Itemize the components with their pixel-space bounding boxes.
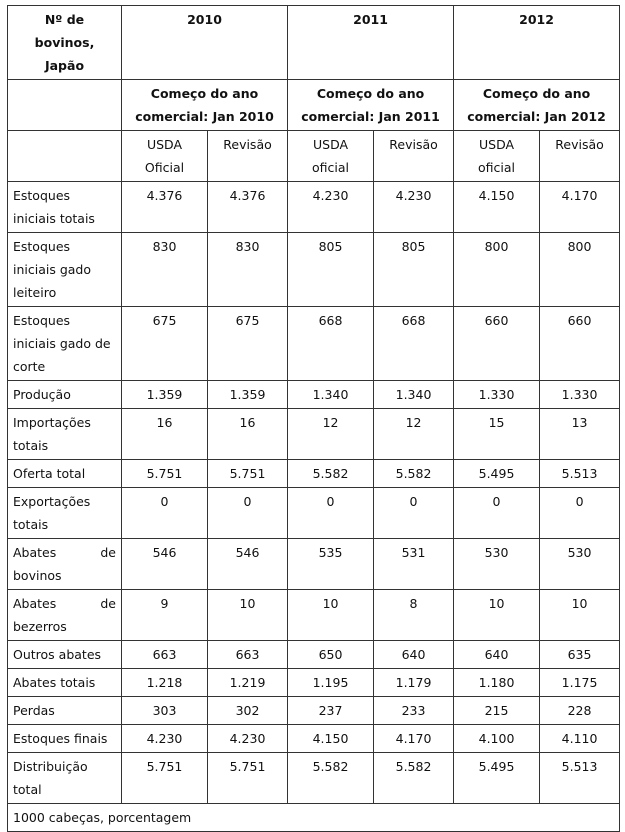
row-label: Exportações totais (8, 488, 122, 539)
table-cell: 830 (122, 233, 208, 307)
table-cell: 5.495 (454, 460, 540, 488)
table-cell: 800 (540, 233, 620, 307)
cattle-table (7, 5, 620, 832)
table-row (8, 725, 620, 753)
table-cell: 10 (540, 590, 620, 641)
table-cell: 302 (208, 697, 288, 725)
row-label: Oferta total (8, 460, 122, 488)
table-cell: 237 (288, 697, 374, 725)
table-cell: 1.175 (540, 669, 620, 697)
table-cell: 4.170 (540, 182, 620, 233)
table-cell: 5.582 (288, 460, 374, 488)
table-cell: 5.751 (122, 753, 208, 804)
table-cell: 5.751 (208, 460, 288, 488)
table-body (8, 6, 620, 832)
table-cell: 1.330 (454, 381, 540, 409)
table-cell: 0 (122, 488, 208, 539)
table-cell: 640 (374, 641, 454, 669)
table-cell: 0 (540, 488, 620, 539)
table-cell: 1.330 (540, 381, 620, 409)
table-cell: 5.495 (454, 753, 540, 804)
source-header: USDA oficial (454, 131, 540, 182)
subheader-2011: Começo do ano comercial: Jan 2011 (288, 80, 454, 131)
subheader-2012: Começo do ano comercial: Jan 2012 (454, 80, 620, 131)
table-cell: 535 (288, 539, 374, 590)
table-row (8, 182, 620, 233)
corner-header: Nº de bovinos, Japão (8, 6, 122, 80)
table-cell: 1.219 (208, 669, 288, 697)
table-cell: 5.582 (288, 753, 374, 804)
table-cell: 1.179 (374, 669, 454, 697)
table-cell: 4.110 (540, 725, 620, 753)
year-header-2010: 2010 (122, 6, 288, 80)
table-cell: 4.170 (374, 725, 454, 753)
table-cell: 830 (208, 233, 288, 307)
table-row (8, 460, 620, 488)
table-row (8, 641, 620, 669)
table-cell: 5.751 (122, 460, 208, 488)
table-cell: 668 (288, 307, 374, 381)
subheader-row (8, 80, 620, 131)
footer-row (8, 804, 620, 832)
source-header: USDA oficial (288, 131, 374, 182)
table-cell: 660 (540, 307, 620, 381)
row-label: Abates de bovinos (8, 539, 122, 590)
table-cell: 675 (208, 307, 288, 381)
table-cell: 660 (454, 307, 540, 381)
table-cell: 1.340 (374, 381, 454, 409)
empty-source-cell (8, 131, 122, 182)
table-cell: 1.359 (208, 381, 288, 409)
row-label: Estoques iniciais gado leiteiro (8, 233, 122, 307)
table-cell: 0 (288, 488, 374, 539)
table-cell: 4.230 (208, 725, 288, 753)
table-cell: 530 (540, 539, 620, 590)
year-header-row (8, 6, 620, 80)
table-cell: 4.376 (122, 182, 208, 233)
source-header: USDA Oficial (122, 131, 208, 182)
table-cell: 1.218 (122, 669, 208, 697)
table-row (8, 488, 620, 539)
table-cell: 15 (454, 409, 540, 460)
table-cell: 13 (540, 409, 620, 460)
table-cell: 233 (374, 697, 454, 725)
subheader-2010: Começo do ano comercial: Jan 2010 (122, 80, 288, 131)
table-cell: 1.195 (288, 669, 374, 697)
row-label: Outros abates (8, 641, 122, 669)
table-cell: 640 (454, 641, 540, 669)
table-cell: 303 (122, 697, 208, 725)
table-cell: 9 (122, 590, 208, 641)
table-cell: 10 (208, 590, 288, 641)
table-cell: 16 (122, 409, 208, 460)
table-cell: 635 (540, 641, 620, 669)
table-cell: 5.513 (540, 460, 620, 488)
table-cell: 675 (122, 307, 208, 381)
table-cell: 546 (208, 539, 288, 590)
table-cell: 668 (374, 307, 454, 381)
table-cell: 531 (374, 539, 454, 590)
row-label: Produção (8, 381, 122, 409)
table-row (8, 753, 620, 804)
table-cell: 16 (208, 409, 288, 460)
table-cell: 0 (454, 488, 540, 539)
table-cell: 805 (288, 233, 374, 307)
table-row (8, 590, 620, 641)
empty-corner-cell (8, 80, 122, 131)
table-cell: 1.359 (122, 381, 208, 409)
table-cell: 215 (454, 697, 540, 725)
table-cell: 4.150 (454, 182, 540, 233)
table-row (8, 697, 620, 725)
table-footnote: 1000 cabeças, porcentagem (8, 804, 620, 832)
year-header-2011: 2011 (288, 6, 454, 80)
table-cell: 228 (540, 697, 620, 725)
table-row (8, 233, 620, 307)
table-cell: 4.376 (208, 182, 288, 233)
row-label: Estoques iniciais totais (8, 182, 122, 233)
row-label: Estoques finais (8, 725, 122, 753)
table-cell: 0 (208, 488, 288, 539)
table-cell: 5.582 (374, 460, 454, 488)
table-cell: 4.230 (288, 182, 374, 233)
table-cell: 8 (374, 590, 454, 641)
table-row (8, 409, 620, 460)
table-cell: 546 (122, 539, 208, 590)
table-cell: 12 (288, 409, 374, 460)
table-cell: 663 (122, 641, 208, 669)
row-label: Abates de bezerros (8, 590, 122, 641)
table-row (8, 669, 620, 697)
table-cell: 5.582 (374, 753, 454, 804)
source-header-row (8, 131, 620, 182)
table-cell: 5.751 (208, 753, 288, 804)
table-cell: 530 (454, 539, 540, 590)
year-header-2012: 2012 (454, 6, 620, 80)
table-cell: 0 (374, 488, 454, 539)
table-row (8, 539, 620, 590)
table-cell: 1.180 (454, 669, 540, 697)
table-cell: 10 (288, 590, 374, 641)
table-cell: 650 (288, 641, 374, 669)
table-row (8, 307, 620, 381)
table-cell: 12 (374, 409, 454, 460)
row-label: Perdas (8, 697, 122, 725)
table-cell: 4.150 (288, 725, 374, 753)
table-cell: 800 (454, 233, 540, 307)
row-label: Distribuição total (8, 753, 122, 804)
source-header: Revisão (374, 131, 454, 182)
table-cell: 5.513 (540, 753, 620, 804)
row-label: Abates totais (8, 669, 122, 697)
table-cell: 4.230 (374, 182, 454, 233)
row-label: Estoques iniciais gado de corte (8, 307, 122, 381)
source-header: Revisão (540, 131, 620, 182)
table-cell: 663 (208, 641, 288, 669)
table-cell: 805 (374, 233, 454, 307)
table-cell: 1.340 (288, 381, 374, 409)
table-row (8, 381, 620, 409)
table-cell: 10 (454, 590, 540, 641)
table-cell: 4.100 (454, 725, 540, 753)
source-header: Revisão (208, 131, 288, 182)
row-label: Importações totais (8, 409, 122, 460)
table-cell: 4.230 (122, 725, 208, 753)
